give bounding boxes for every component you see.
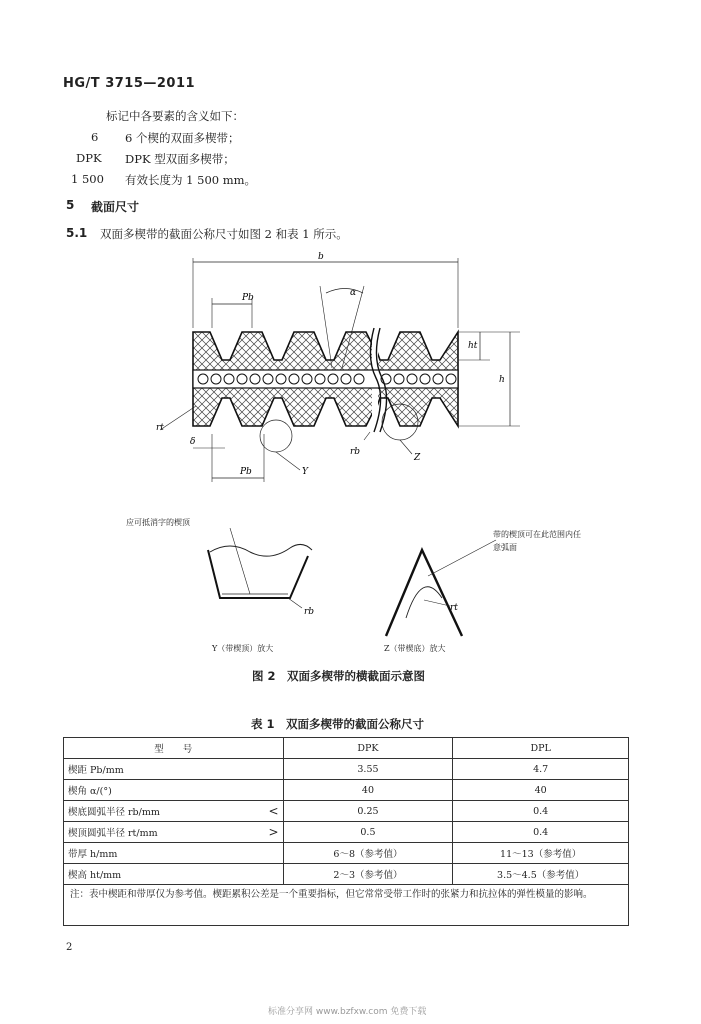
cell-dpl: 3.5～4.5（参考值） — [453, 864, 629, 885]
label-ht: ht — [468, 341, 478, 351]
cell-dpl: 11～13（参考值） — [453, 843, 629, 864]
marking-intro: 标记中各要素的含义如下： — [106, 109, 244, 123]
cell-dpl: 0.4 — [453, 822, 629, 843]
cell-dpl: 40 — [453, 780, 629, 801]
table-row — [64, 759, 629, 780]
row-label: 楔底圆弧半径 rb/mm — [68, 807, 160, 818]
row-label: 楔角 α/(°) — [68, 786, 112, 797]
section-number: 5 — [66, 198, 75, 212]
cell-dpk: 0.5 — [283, 822, 453, 843]
cell-dpk: 0.25 — [283, 801, 453, 822]
page-number: 2 — [66, 942, 73, 953]
header-dpl: DPL — [453, 738, 629, 759]
table-row — [64, 801, 629, 822]
label-y: Y — [302, 467, 308, 477]
table-row — [64, 864, 629, 885]
row-label: 楔顶圆弧半径 rt/mm — [68, 828, 158, 839]
marking-key-2: DPK — [76, 151, 102, 165]
figure-caption: 图 2 双面多楔带的横截面示意图 — [252, 669, 426, 683]
cell-dpk: 40 — [283, 780, 453, 801]
detail-z-drawing — [376, 528, 506, 638]
label-pb-bottom: Pb — [240, 467, 252, 477]
greater-than-symbol: > — [268, 825, 279, 839]
marking-desc-1: 6 个楔的双面多楔带； — [125, 131, 240, 145]
header-model: 型 号 — [64, 738, 284, 759]
standard-number: HG/T 3715—2011 — [63, 76, 196, 91]
clause-text: 双面多楔带的截面公称尺寸如图 2 和表 1 所示。 — [100, 227, 348, 241]
table-header-row — [64, 738, 629, 759]
row-label: 楔距 Pb/mm — [68, 765, 124, 776]
detail-y-note: 应可抵消字的楔顶 — [126, 518, 190, 527]
detail-y-rb: rb — [304, 607, 315, 617]
section-title: 截面尺寸 — [91, 200, 140, 214]
label-z: Z — [414, 453, 421, 463]
row-label: 带厚 h/mm — [68, 849, 118, 860]
less-than-symbol: < — [268, 804, 279, 818]
label-h: h — [499, 375, 505, 385]
detail-z-caption: Z（带楔底）放大 — [384, 644, 446, 653]
detail-y-caption: Y（带楔顶）放大 — [212, 644, 274, 653]
watermark: 标准分享网 www.bzfxw.com 免费下载 — [268, 1007, 427, 1017]
label-rb: rb — [350, 447, 361, 457]
header-dpk: DPK — [283, 738, 453, 759]
cell-dpl: 0.4 — [453, 801, 629, 822]
detail-y-drawing — [190, 528, 330, 618]
belt-cross-section-diagram — [150, 248, 530, 488]
table-note: 注：表中楔距和带厚仅为参考值。楔距累积公差是一个重要指标，但它常常受带工作时的张紧力和抗拉体的弹性模量的影响。 — [64, 885, 629, 926]
cell-dpl: 4.7 — [453, 759, 629, 780]
cell-dpk: 3.55 — [283, 759, 453, 780]
table-note-row — [64, 885, 629, 926]
table-row — [64, 843, 629, 864]
marking-key-1: 6 — [91, 130, 99, 144]
clause-number: 5.1 — [66, 226, 88, 240]
label-rt: rt — [156, 423, 164, 433]
table-caption: 表 1 双面多楔带的截面公称尺寸 — [251, 717, 425, 731]
table-row — [64, 780, 629, 801]
cell-dpk: 2～3（参考值） — [283, 864, 453, 885]
row-label: 楔高 ht/mm — [68, 870, 122, 881]
detail-z-rt: rt — [450, 603, 458, 613]
marking-desc-2: DPK 型双面多楔带； — [125, 152, 235, 166]
dimension-table — [63, 737, 629, 926]
cell-dpk: 6～8（参考值） — [283, 843, 453, 864]
label-delta: δ — [190, 437, 196, 447]
table-row — [64, 822, 629, 843]
label-alpha: α — [350, 288, 357, 298]
marking-desc-3: 有效长度为 1 500 mm。 — [125, 173, 257, 187]
detail-z-note: 带的楔顶可在此范围内任意弧面 — [493, 530, 581, 552]
marking-key-3: 1 500 — [71, 172, 104, 186]
label-pb-top: Pb — [242, 293, 254, 303]
label-b: b — [318, 252, 324, 262]
